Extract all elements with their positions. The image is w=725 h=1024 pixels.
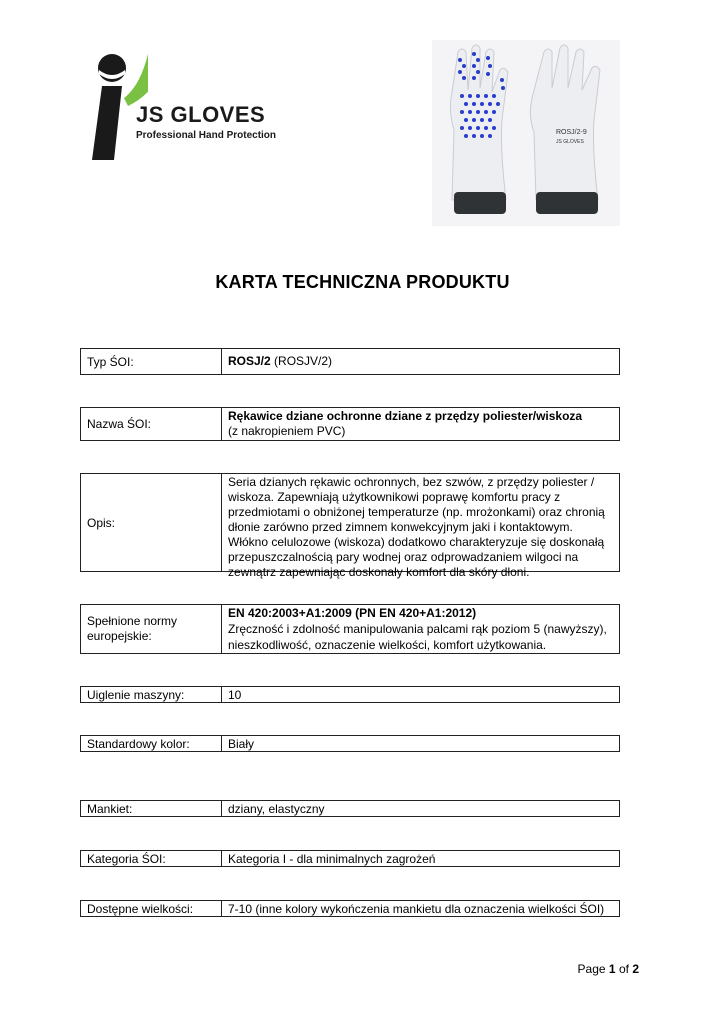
row-type-value xyxy=(222,349,619,374)
row-color xyxy=(80,735,620,752)
norm-standard: EN 420:2003+A1:2009 (PN EN 420+A1:2012) xyxy=(228,606,477,620)
company-logo xyxy=(88,46,288,166)
row-name-value xyxy=(222,408,619,440)
row-cuff-value: dziany, elastyczny xyxy=(228,802,325,816)
row-sizes xyxy=(80,900,620,917)
current-page: 1 xyxy=(608,962,616,976)
row-gauge-label: Uiglenie maszyny: xyxy=(81,687,222,702)
row-description-label: Opis: xyxy=(81,474,222,571)
row-color-label: Standardowy kolor: xyxy=(81,736,222,751)
row-type-label: Typ ŚOI: xyxy=(81,349,222,374)
row-color-value: Biały xyxy=(228,737,255,751)
glove-brand-text: JS GLOVES xyxy=(556,139,584,145)
logo-subtitle: Professional Hand Protection xyxy=(136,130,277,141)
row-sizes-label: Dostępne wielkości: xyxy=(81,901,222,916)
product-code-alt: (ROSJV/2) xyxy=(274,354,333,368)
glove-image-icon xyxy=(432,40,620,226)
total-pages: 2 xyxy=(632,962,639,976)
row-name xyxy=(80,407,620,441)
row-norms xyxy=(80,604,620,654)
product-code: ROSJ/2 xyxy=(228,354,271,368)
row-sizes-value: 7-10 (inne kolory wykończenia mankietu dla oznaczenia wielkości ŚOI) xyxy=(228,902,605,916)
row-cuff xyxy=(80,800,620,817)
norm-description: Zręczność i zdolność manipulowania palcami rąk poziom 5 (nawyższy), nieszkodliwość, oznaczenie wielkości, komfort użytkowania. xyxy=(228,622,607,652)
product-name: Rękawice dziane ochronne dziane z przędzy poliester/wiskoza xyxy=(228,409,583,423)
row-type xyxy=(80,348,620,375)
row-category-value: Kategoria I - dla minimalnych zagrożeń xyxy=(228,852,436,866)
page-word: Page xyxy=(577,962,606,976)
document-title: KARTA TECHNICZNA PRODUKTU xyxy=(215,272,510,292)
page-number xyxy=(578,962,639,976)
row-norms-value xyxy=(222,605,619,653)
row-norms-label: Spełnione normy europejskie: xyxy=(81,605,222,653)
glove-model-text: ROSJ/2-9 xyxy=(556,129,587,136)
product-photo xyxy=(432,40,620,226)
row-name-label: Nazwa ŚOI: xyxy=(81,408,222,440)
product-name-note: (z nakropieniem PVC) xyxy=(228,424,346,438)
row-cuff-label: Mankiet: xyxy=(81,801,222,816)
of-word: of xyxy=(618,962,629,976)
row-gauge-value: 10 xyxy=(228,688,242,702)
row-description xyxy=(80,473,620,579)
row-category xyxy=(80,850,620,867)
product-description: Seria dzianych rękawic ochronnych, bez szwów, z przędzy poliester / wiskoza. Zapewniają użytkownikowi poprawę komfortu pracy z przedmiotami o obniżonej temperaturze (np. mrożonkami) oraz chronią dłonie zarówno przed zimnem konwekcyjnym jaki i kontaktowym. Włókno celulozowe (wiskoza) dodatkowo charakteryzuje się doskonałą przepuszczalnością pary wodnej oraz odprowadzaniem wilgoci na zewnątrz zapewniając doskonały komfort dla skóry dłoni. xyxy=(228,475,605,579)
row-category-label: Kategoria ŚOI: xyxy=(81,851,222,866)
row-gauge xyxy=(80,686,620,703)
logo-title: JS GLOVES xyxy=(136,102,266,127)
